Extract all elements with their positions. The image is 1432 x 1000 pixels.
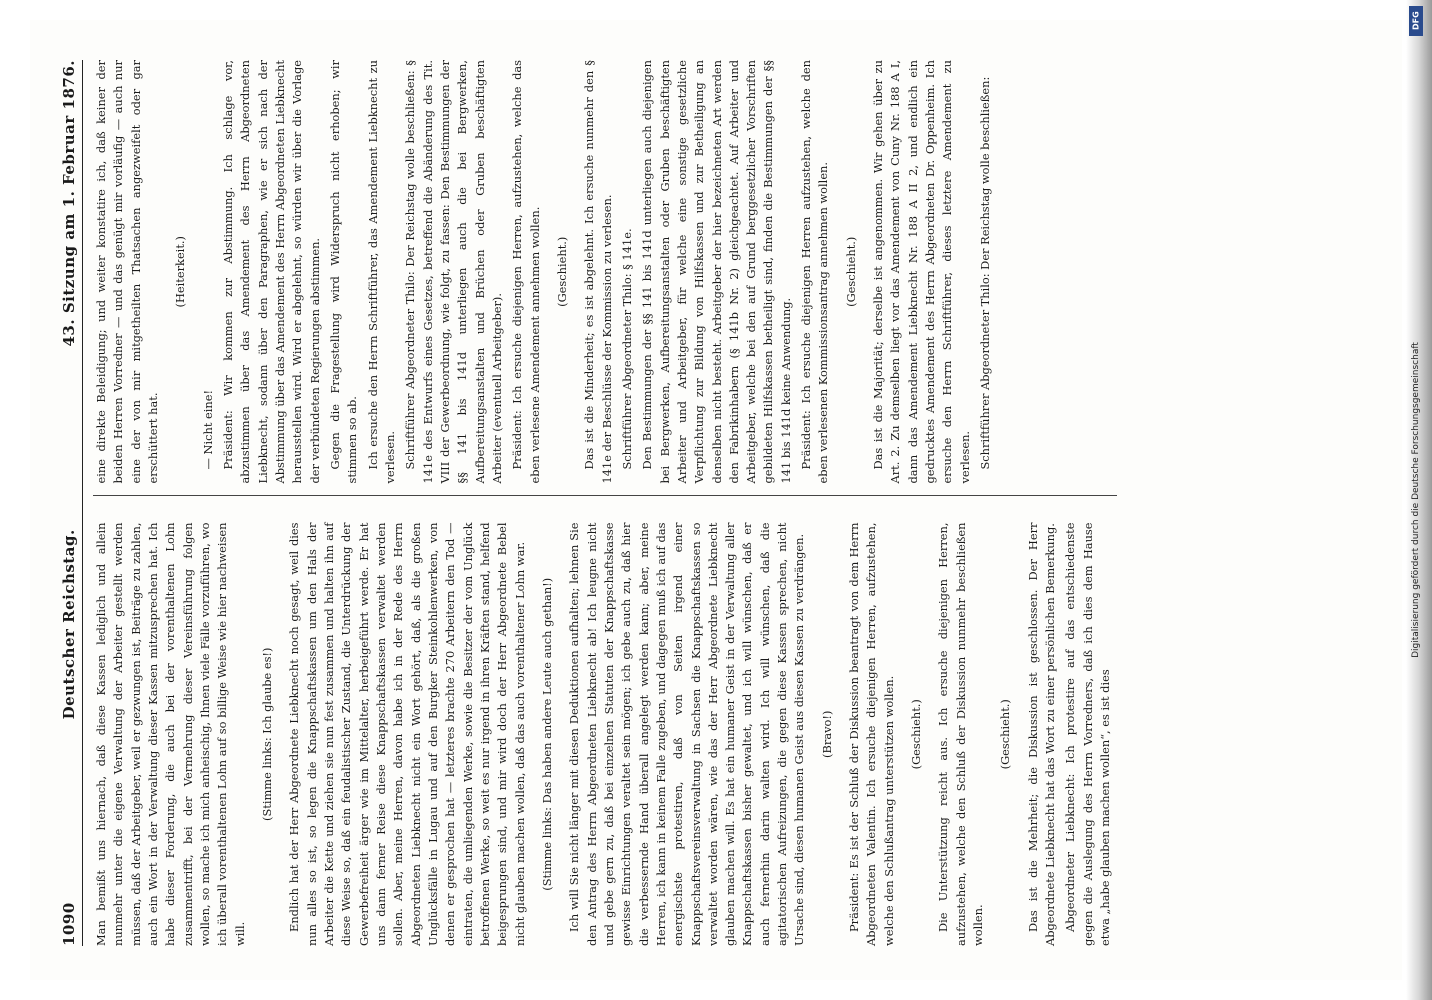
text-columns [93,60,1117,946]
session-title: 43. Sitzung am 1. Februar 1876. [60,60,78,347]
left-column [93,523,1117,947]
paragraph: — Nicht eine! [200,389,215,470]
paragraph: Das ist die Minderheit; es ist abgelehnt. Ich ersuche nunmehr den § 141e der Beschlüsse der Kommission zu verlesen. [582,60,614,484]
paragraph: Präsident: Ich ersuche diejenigen Herren aufzustehen, welche den eben verlesenen Kommissionsantrag annehmen wollen. [799,60,831,484]
page-number: 1090 [60,902,78,946]
interjection: (Heiterkeit.) [173,236,188,308]
interjection: (Stimme links: Das haben andere Leute auch gethan!) [539,577,554,891]
paragraph: Präsident: Es ist der Schluß der Diskussion beantragt von dem Herrn Abgeordneten Valentin. Ich ersuche diejenigen Herren, aufzustehen, welche den Schlußantrag unterstützen wollen. [847,522,896,946]
paragraph: Das ist die Majorität; derselbe ist angenommen. Wir gehen über zu Art. 2. Zu demselben liegt vor das Amendement von Cuny Nr. 188 A I, dann das Amendement Liebknecht Nr. 188 A II 2, und endlich ein gedrucktes Amendement des Herrn Abgeordneten Dr. Oppenheim. Ich ersuche den Herrn Schriftführer, dieses letztere Amendement zu verlesen. [871,60,972,484]
publication-title: Deutscher Reichstag. [60,529,78,720]
paragraph: Man bemißt uns hiernach, daß diese Kassen lediglich und allein nunmehr unter die eigene Verwaltung der Arbeiter gestellt werden müssen, daß der Arbeitgeber, weil er gezwungen ist, Beiträge zu zahlen, auch ein Wort in der Verwaltung dieser Kassen mitzusprechen hat. Ich habe dieser Forderung, die auch bei der vorenthaltenen Lohn zusammentrifft, bei der Vermehrung dieser Vereinsführung folgen wollen, so mache ich mich anheischig, Ihnen viele Fälle vorzuführen, wo ich überall vorenthaltenen Lohn auf so billige Weise wie hier nachweisen will. [94,522,247,946]
interjection: (Geschieht.) [998,699,1013,770]
paragraph: Schriftführer Abgeordneter Thilo: Der Reichstag wolle beschließen: [978,76,993,470]
interjection: (Geschieht.) [909,699,924,770]
paragraph: Abgeordneter Liebknecht: Ich protestire auf das entschiedenste gegen die Auslegung des Herrn Vorredners, daß ich dies dem Hause etwa „habe glauben machen wollen“, es ist dies [1063,522,1113,946]
paragraph: Präsident: Wir kommen zur Abstimmung. Ich schlage vor, abzustimmen über das Amendement des Herrn Abgeordneten Liebknecht, sodann über den Paragraphen, wie er sich nach der Abstimmung über das Amendement des Herrn Abgeordneten Liebknecht herausstellen wird. Wird er abgelehnt, so würden wir über die Vorlage der verbündeten Regierungen abstimmen. [220,60,322,484]
paragraph: Ich will Sie nicht länger mit diesen Deduktionen aufhalten; lehnen Sie den Antrag des Herrn Abgeordneten Liebknecht ab! Ich leugne nicht und gebe gern zu, daß bei einzelnen Statuten der Knappschaftskasse gewisse Einrichtungen veraltet sein mögen; ich gebe auch zu, daß hier die verbessernde Hand überall angelegt werden kann; aber, meine Herren, ich kann in keinem Falle zugeben, und dagegen muß ich auf das energischste protestiren, daß von Seiten irgend einer Knappschaftsvereinsverwaltung in Sachsen die Knappschaftskassen so verwaltet worden wären, wie das der Herr Abgeordnete Liebknecht glauben machen will. Es hat ein humaner Geist in der Verwaltung aller Knappschaftskassen bisher gewaltet, und ich will wünschen, daß er auch fernerhin darin walten wird. Ich will wünschen, daß die agitatorischen Aufreizungen, die gegen diese Kassen sprechen, nicht Ursache sind, diesen humanen Geist aus diesen Kassen zu verdrängen. [567,522,807,946]
running-head [60,60,83,946]
digitization-credit [1408,0,1424,1000]
paragraph: eine direkte Beleidigung; und weiter konstatire ich, daß keiner der beiden Herren Vorredner — und das genügt mir vorläufig — auch nur eine der von mir mitgetheilten Thatsachen angezweifelt oder gar erschüttert hat. [94,60,160,484]
credit-text: Digitalisierung gefördert durch die Deutsche Forschungsgemeinschaft [1411,342,1421,658]
interjection: (Bravo!) [819,710,834,758]
right-column [93,60,1117,497]
paragraph: Die Unterstützung reicht aus. Ich ersuche diejenigen Herren, aufzustehen, welche den Schluß der Diskussion nunmehr beschließen wollen. [936,522,986,946]
paragraph: Endlich hat der Herr Abgeordnete Liebknecht noch gesagt, weil dies nun alles so ist, so legen die Knappschaftskassen um den Hals der Arbeiter die Kette und ziehen sie nun fest zusammen und halten ihn auf diese Weise so, daß ein feudalistischer Zustand, die Unterdrückung der Gewerbefreiheit ärger wie im Mittelalter, herbeigeführt werde. Er hat uns dann ferner Reise diese Knappschaftskassen verwaltet werden sollen. Aber, meine Herren, davon habe ich in der Rede des Herrn Abgeordneten Liebknecht nicht ein Wort gehört, daß, als die großen Unglücksfälle in Lugau und auf den Burgker Steinkohlenwerken, von denen er gesprochen hat — letzteres brachte 270 Arbeitern den Tod — eintraten, die umliegenden Werke, sowie die Besitzer der vom Unglück betroffenen Werke, so weit es nur irgend in ihren Kräften stand, helfend beigesprungen sind, und mir wird doch der Herr Abgeordnete Bebel nicht glauben machen wollen, daß das auch vorenthaltener Lohn war. [287,522,527,946]
paragraph: Präsident: Ich ersuche diejenigen Herren, aufzustehen, welche das eben verlesene Amendement annehmen wollen. [510,60,542,484]
dfg-logo: DFG [1409,6,1423,36]
paragraph: Das ist die Mehrheit; die Diskussion ist geschlossen. Der Herr Abgeordnete Liebknecht hat das Wort zu einer persönlichen Bemerkung. [1025,522,1058,946]
document-page [30,20,1402,980]
interjection: (Stimme links: Ich glaube es!) [259,647,274,821]
paragraph: Den Bestimmungen der §§ 141 bis 141d unterliegen auch diejenigen bei Bergwerken, Aufbereitungsanstalten oder Gruben beschäftigten Arbeiter und Arbeitgeber, für welche eine sonstige gesetzliche Verpflichtung zur Bildung von Hilfskassen und zur Betheiligung an denselben nicht besteht. Arbeitgeber der hier bezeichneten Art werden den Fabrikinhabern (§ 141b Nr. 2) gleichgeachtet. Auf Arbeiter und Arbeitgeber, welche bei den auf Grund berggesetzlicher Vorschriften gebildeten Hilfskassen betheiligt sind, finden die Bestimmungen der §§ 141 bis 141d keine Anwendung. [640,60,793,484]
paragraph: Schriftführer Abgeordneter Thilo: Der Reichstag wolle beschließen: § 141e des Entwurfs eines Gesetzes, betreffend die Abänderung des Tit. VIII der Gewerbeordnung, wie folgt, zu fassen: Den Bestimmungen der §§ 141 bis 141d unterliegen auch die bei Bergwerken, Aufbereitungsanstalten und Brüchen oder Gruben beschäftigten Arbeiter (eventuell Arbeitgeber). [403,60,504,484]
paragraph: Ich ersuche den Herrn Schriftführer, das Amendement Liebknecht zu verlesen. [365,60,397,484]
interjection: (Geschieht.) [554,236,569,307]
interjection: (Geschieht.) [843,236,858,307]
paragraph: Schriftführer Abgeordneter Thilo: § 141e. [619,228,634,470]
paragraph: Gegen die Fragestellung wird Widerspruch nicht erhoben; wir stimmen so ab. [327,60,360,484]
